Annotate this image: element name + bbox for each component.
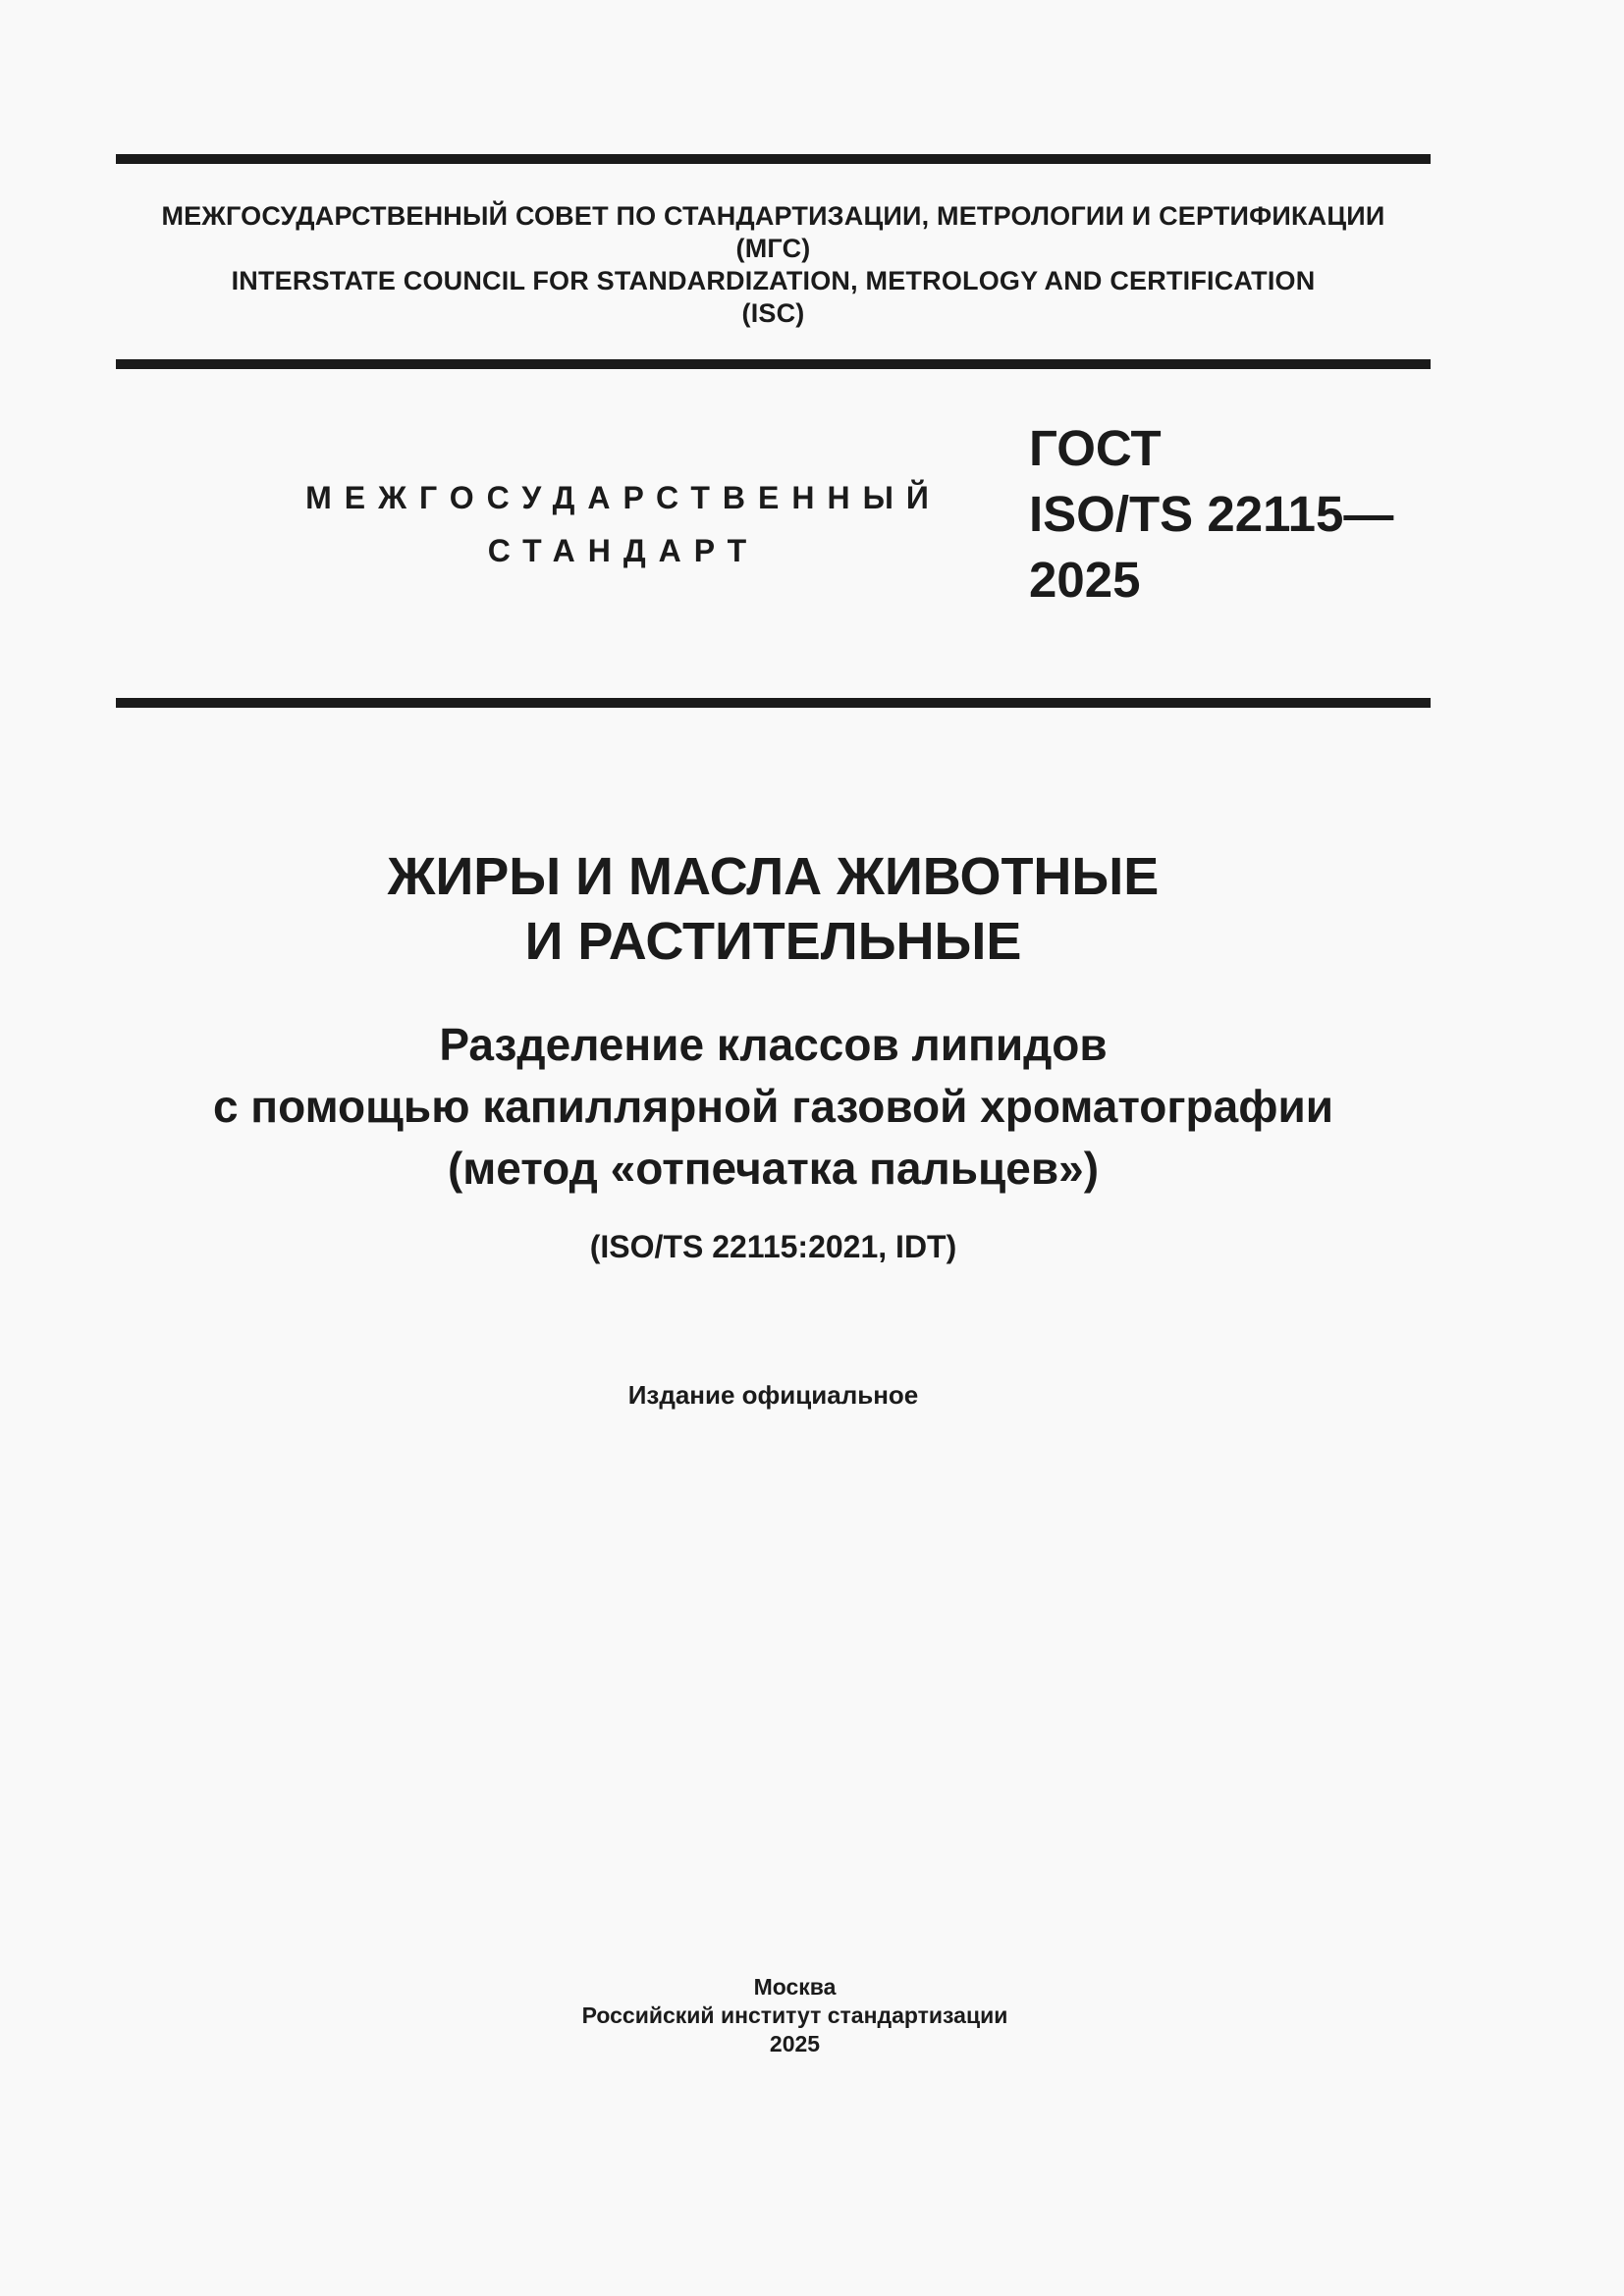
iso-reference: (ISO/TS 22115:2021, IDT) (589, 1229, 957, 1264)
designation-line2: ISO/TS 22115— (1029, 486, 1394, 542)
council-header (116, 200, 1431, 330)
document-title (116, 844, 1431, 974)
standard-designation (1029, 415, 1393, 613)
designation-line1: ГОСТ (1029, 420, 1162, 476)
standard-kind (295, 471, 952, 577)
subtitle-line1: Разделение классов липидов (439, 1019, 1108, 1070)
imprint-city: Москва (753, 1974, 837, 2000)
title-line2: И РАСТИТЕЛЬНЫЕ (524, 912, 1022, 971)
edition-label: Издание официальное (627, 1380, 919, 1410)
standard-kind-line1: МЕЖГОСУДАРСТВЕННЫЙ (305, 480, 942, 515)
imprint-year: 2025 (769, 2031, 821, 2056)
imprint (137, 1973, 1452, 2058)
subtitle-line3: (метод «отпечатка пальцев») (447, 1143, 1100, 1194)
imprint-publisher: Российский институт стандартизации (581, 2002, 1008, 2028)
header-rule (116, 359, 1431, 369)
council-name-ru: МЕЖГОСУДАРСТВЕННЫЙ СОВЕТ ПО СТАНДАРТИЗАЦИИ, МЕТРОЛОГИИ И СЕРТИФИКАЦИИ (161, 201, 1385, 231)
standard-kind-line2: СТАНДАРТ (487, 533, 760, 568)
council-abbr-ru: (МГС) (735, 234, 811, 263)
subtitle-line2: с помощью капиллярной газовой хроматографии (212, 1081, 1334, 1132)
top-rule (116, 154, 1431, 164)
council-name-en: INTERSTATE COUNCIL FOR STANDARDIZATION, METROLOGY AND CERTIFICATION (231, 266, 1316, 295)
title-line1: ЖИРЫ И МАСЛА ЖИВОТНЫЕ (387, 847, 1160, 906)
designation-rule (116, 698, 1431, 708)
designation-line3: 2025 (1029, 552, 1141, 608)
council-abbr-en: (ISC) (741, 298, 805, 328)
document-subtitle (116, 1014, 1431, 1200)
